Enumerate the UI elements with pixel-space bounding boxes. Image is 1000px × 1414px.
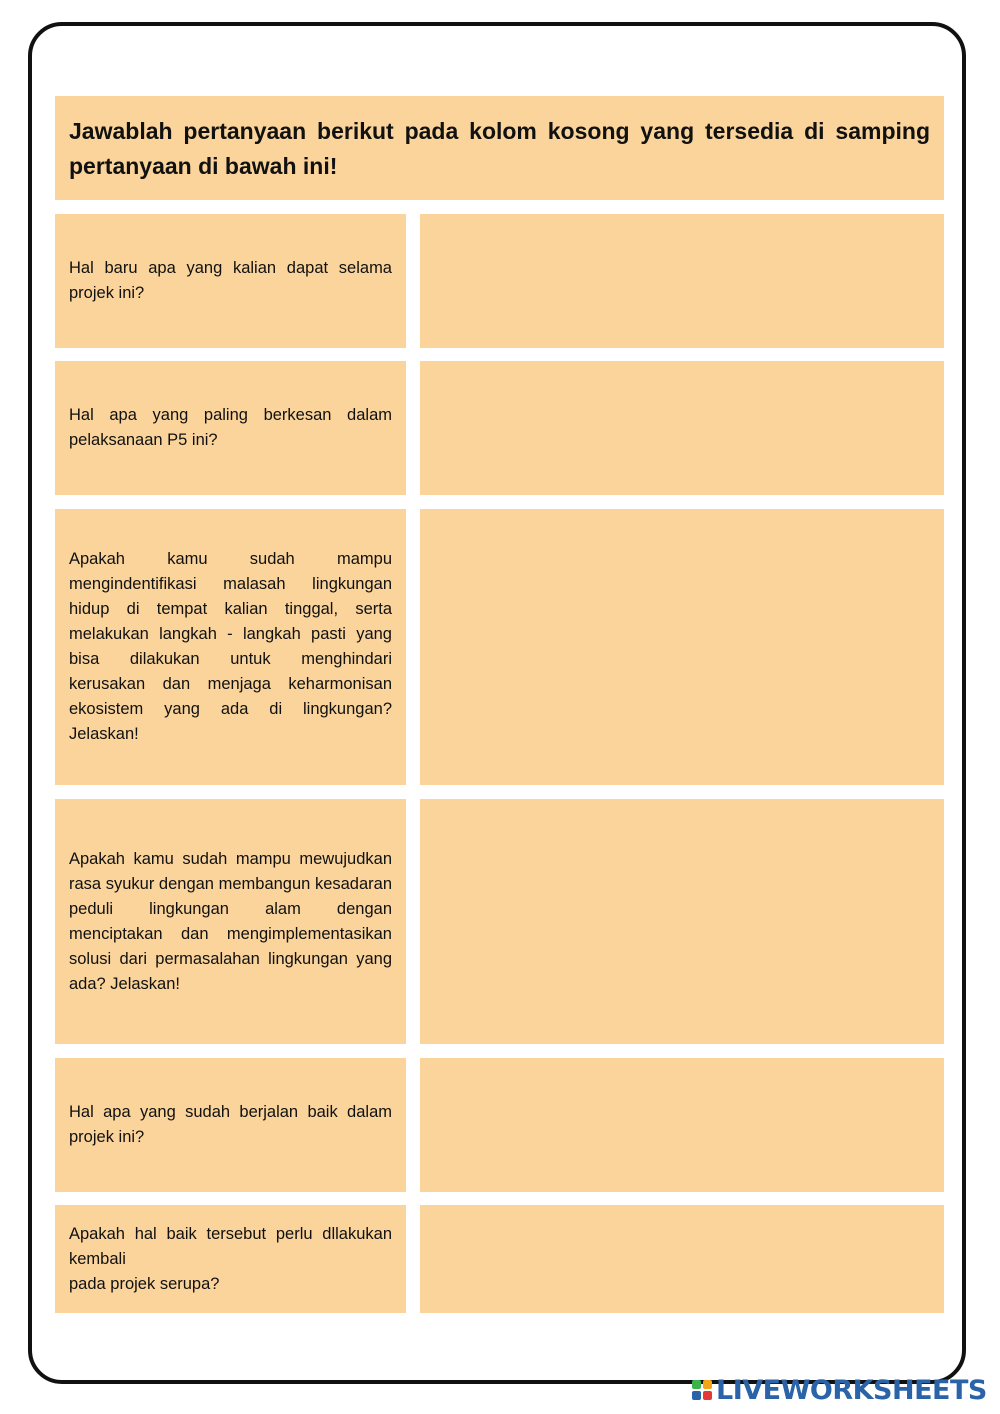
question-text-5: Hal apa yang sudah berjalan baik dalam projek ini? xyxy=(69,1103,392,1146)
question-cell-5 xyxy=(55,1058,406,1192)
liveworksheets-logo-text: LIVEWORKSHEETS xyxy=(716,1374,987,1406)
instruction-banner xyxy=(55,96,944,200)
answer-field-3[interactable] xyxy=(420,509,944,785)
question-text-3: Apakah kamu sudah mampu mengindentifikasi malasah lingkungan hidup di tempat kalian tinggal, serta melakukan langkah - langkah pasti yang bisa dilakukan untuk menghindari kerusakan dan menjaga keharmonisan ekosistem yang ada di lingkungan? Jelaskan! xyxy=(69,550,392,743)
answer-field-4[interactable] xyxy=(420,799,944,1044)
answer-field-5[interactable] xyxy=(420,1058,944,1192)
liveworksheets-logo-icon xyxy=(692,1380,712,1400)
question-cell-1 xyxy=(55,214,406,348)
question-text-6: Apakah hal baik tersebut perlu dllakukan kembali pada projek serupa? xyxy=(69,1224,392,1293)
question-text-4: Apakah kamu sudah mampu mewujudkan rasa syukur dengan membangun kesadaran peduli lingkungan alam dengan menciptakan dan mengimplementasikan solusi dari permasalahan lingkungan yang ada? Jelaskan! xyxy=(69,849,392,993)
question-cell-3 xyxy=(55,509,406,785)
instruction-text: Jawablah pertanyaan berikut pada kolom kosong yang tersedia di samping pertanyaan di bawah ini! xyxy=(69,118,930,179)
question-cell-6 xyxy=(55,1205,406,1313)
answer-field-6[interactable] xyxy=(420,1205,944,1313)
question-cell-2 xyxy=(55,361,406,495)
question-text-2: Hal apa yang paling berkesan dalam pelaksanaan P5 ini? xyxy=(69,406,392,449)
liveworksheets-logo xyxy=(692,1376,987,1404)
question-cell-4 xyxy=(55,799,406,1044)
answer-field-1[interactable] xyxy=(420,214,944,348)
answer-field-2[interactable] xyxy=(420,361,944,495)
question-text-1: Hal baru apa yang kalian dapat selama projek ini? xyxy=(69,259,392,302)
